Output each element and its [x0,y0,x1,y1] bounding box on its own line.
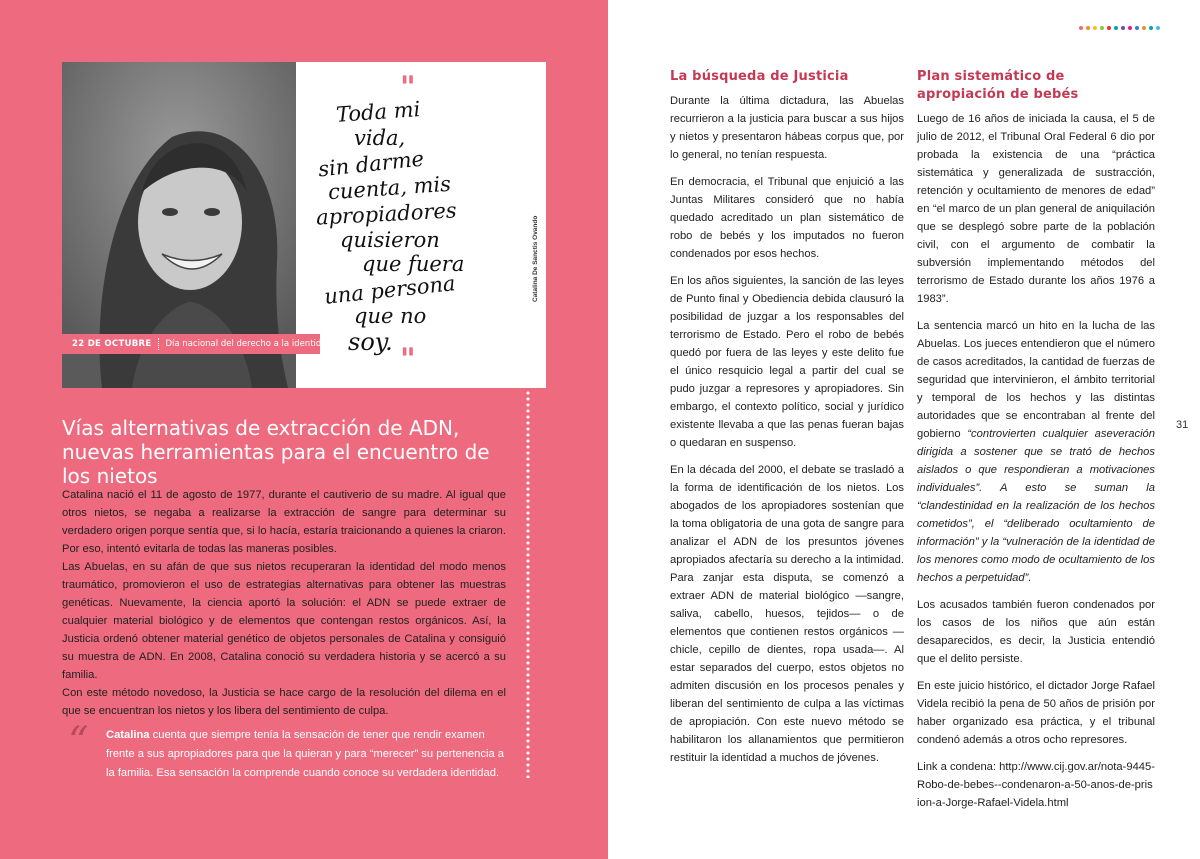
hand-line: sin darme [317,146,426,182]
hand-line: que no [354,304,427,328]
pull-quote [106,726,506,783]
color-dot [1093,26,1097,30]
column-title: La búsqueda de Justicia [670,69,849,84]
color-dot [1107,26,1111,30]
paragraph: Durante la última dictadura, las Abuelas recurrieron a la justicia para buscar a sus hijos y nietos y presentaron hábeas corpus que, por lo general, no tenían respuesta. [670,95,904,161]
column-justicia [670,68,904,776]
hand-line: apropiadores [315,198,458,230]
link-paragraph: Link a condena: http://www.cij.gov.ar/nota-9445-Robo-de-bebes--condenaron-a-50-anos-de-prision-a-Jorge-Rafael-Videla.html [917,761,1155,809]
divider [158,338,160,350]
body-text [62,486,506,720]
hand-line: cuenta, mis [327,171,452,205]
dotted-divider [526,390,530,778]
paragraph: En democracia, el Tribunal que enjuició a las Juntas Militares consideró que no había quedado acreditado un plan sistemático de robo de bebés y los imputados no fueron condenados por esos hechos. [670,176,904,260]
color-dots-decoration [1079,26,1160,30]
paragraph: En este juicio histórico, el dictador Jorge Rafael Videla recibió la pena de 50 años de prisión por haber organizado esa práctica, y el tribunal condenó además a otros ocho represores. [917,680,1155,746]
paragraph: Luego de 16 años de iniciada la causa, el 5 de julio de 2012, el Tribunal Oral Federal 6 dio por probada la existencia de una “práctica sistemática y generalizada de sustracción, retención y ocultamiento de menores de edad” en “el marco de un plan general de aniquilación que se desplegó sobre parte de la población civil, con el argumento de combatir la subversión implementando métodos del terrorismo de Estado durante los años 1976 a 1983”. [917,113,1155,305]
section-headline: Vías alternativas de extracción de ADN, nuevas herramientas para el encuentro de los nietos [62,416,490,488]
paragraph: Los acusados también fueron condenados por los casos de los niños que aún están desaparecidos, es decir, la Justicia entendió que el delito persiste. [917,599,1155,665]
paragraph: Catalina nació el 11 de agosto de 1977, durante el cautiverio de su madre. Al igual que otros nietos, se negaba a realizarse la extracción de sangre para determinar su verdadero origen porque sentía que, si lo hacía, estaría traicionando a quienes la criaron. Por eso, intentó evitarla de todas las maneras posibles. [62,489,506,555]
color-dot [1114,26,1118,30]
paragraph-text: La sentencia marcó un hito en la lucha de las Abuelas. Los jueces entendieron que el número de casos acreditados, la cantidad de fuerzas de seguridad que intervinieron, el ámbito territorial y temporal de los hechos y las distintas autoridades que se encontraban al frente del gobierno [917,320,1155,440]
hand-line: soy. [348,328,393,356]
day-label: Día nacional del derecho a la identidad [165,339,332,349]
color-dot [1100,26,1104,30]
color-dot [1156,26,1160,30]
hand-line: vida, [354,126,406,150]
quote-mark-icon: “ [68,719,89,765]
photo-card [62,62,546,388]
color-dot [1128,26,1132,30]
paragraph: Con este método novedoso, la Justicia se hace cargo de la resolución del dilema en el que se encuentran los nietos y los libera del sentimiento de culpa. [62,687,506,717]
open-quote-mark: " [400,70,416,105]
hand-line: una persona [323,271,457,309]
color-dot [1121,26,1125,30]
paragraph: Las Abuelas, en su afán de que sus nietos recuperaran la identidad del modo menos traumático, promovieron el uso de estrategias alternativas para obtener las muestras genéticas. Nuevamente, la ciencia aportó la solución: el ADN se puede extraer de cualquier material biológico y de elementos que contengan restos orgánicos. Así, la Justicia ordenó obtener material genético de objetos personales de Catalina y consiguió su muestra de ADN. En 2008, Catalina conoció su verdadera historia y se acercó a su familia. [62,561,506,681]
hand-line: quisieron [340,228,440,252]
hand-line: Toda mi [335,97,422,127]
paragraph [917,317,1155,587]
color-dot [1142,26,1146,30]
color-dot [1079,26,1083,30]
column-title: Plan sistemático de apropiación de bebés [917,69,1079,102]
color-dot [1086,26,1090,30]
page-number: 31 [1176,419,1189,431]
color-dot [1149,26,1153,30]
photo-credit: Catalina De Sanctis Ovando [532,215,539,302]
column-plan-sistematico [917,68,1155,821]
date-label: 22 DE OCTUBRE [72,339,152,349]
hand-line: que fuera [362,252,465,276]
handwritten-quote [296,62,546,388]
paragraph: En la década del 2000, el debate se trasladó a la forma de identificación de los nietos. Los abogados de los apropiadores sostenían que la toma obligatoria de una gota de sangre para analizar el ADN de los presuntos jóvenes apropiados afectaría su derecho a la intimidad. Para zanjar esta disputa, se comenzó a extraer ADN de material biológico —sangre, saliva, cabello, huesos, tejidos— o de elementos que contienen restos orgánicos —chicle, cepillo de dientes, ropa usada—. Al estar separados del cuerpo, estos objetos no admiten discusión en los procesos penales y liberan del sentimiento de culpa a las víctimas de apropiación. Con este nuevo método se habilitaron los allanamientos que permitieron restituir la identidad a muchos de jóvenes. [670,464,904,764]
quoted-text: “controvierten cualquier aseveración dirigida a sostener que se trató de hechos aislados o que respondieran a motivaciones individuales”. A esto se suman la “clandestinidad en la realización de los hechos cometidos”, el “deliberado ocultamiento de información” y la “vulneración de la identidad de los menores como modo de ocultamiento de los hechos a perpetuidad”. [917,428,1155,584]
date-banner [62,334,332,354]
color-dot [1135,26,1139,30]
quote-name: Catalina [106,729,150,741]
paragraph: En los años siguientes, la sanción de las leyes de Punto final y Obediencia debida clausuró la posibilidad de juzgar a los responsables del terrorismo de Estado. Pero el robo de bebés quedó por fuera de las leyes y este delito fue el único resquicio legal a partir del cual se pudo juzgar a represores y apropiadores. Sin embargo, el contexto político, social y jurídico existente llevaba a que las penas fueran bajas o quedaran en suspenso. [670,275,904,449]
close-quote-mark: " [400,342,416,377]
quote-text: cuenta que siempre tenía la sensación de tener que rendir examen frente a sus apropiadores para que la quieran y para “merecer” su pertenencia a la familia. Esa sensación la comprende cuando conoce su verdadera identidad. [106,729,505,779]
